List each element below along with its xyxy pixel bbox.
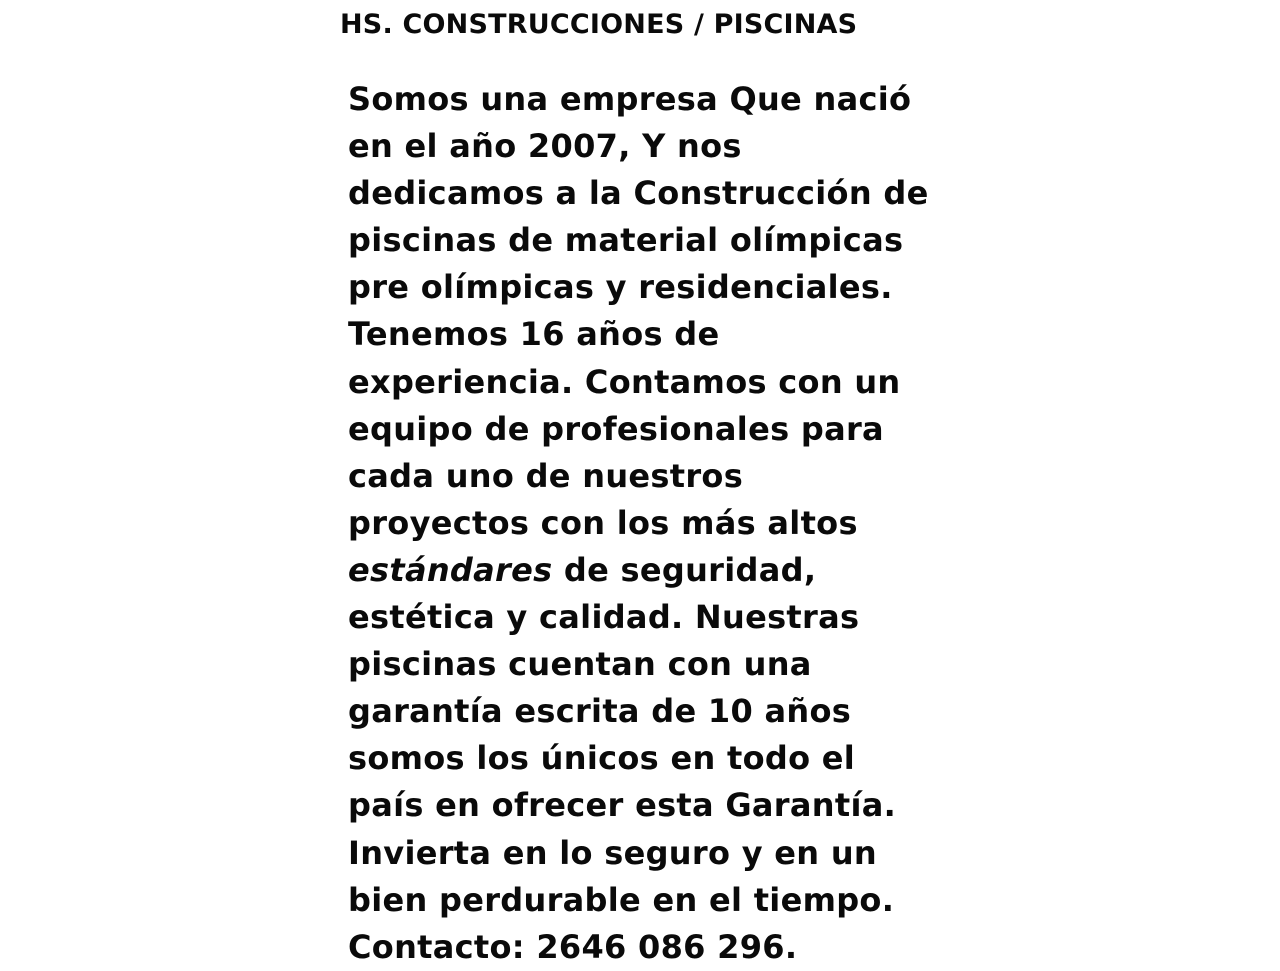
text-fragment: de seguridad,	[552, 550, 817, 589]
text-line: Somos una empresa Que nació	[348, 80, 912, 118]
text-line: Tenemos 16 años de	[348, 315, 720, 354]
text-line: pre olímpicas y residenciales.	[348, 268, 893, 307]
text-line: piscinas cuentan con una	[348, 645, 812, 684]
text-line: en el año 2007, Y nos	[348, 127, 742, 166]
text-line: Invierta en lo seguro y en un	[348, 833, 877, 872]
text-line: cada uno de nuestros	[348, 456, 744, 495]
text-line: piscinas de material olímpicas	[348, 221, 904, 260]
page-title: HS. CONSTRUCCIONES / PISCINAS	[340, 9, 858, 40]
text-line	[348, 547, 968, 594]
text-line: somos los únicos en todo el	[348, 739, 856, 778]
text-line: equipo de profesionales para	[348, 409, 884, 448]
text-line: estética y calidad. Nuestras	[348, 598, 860, 637]
text-line: proyectos con los más altos	[348, 503, 858, 542]
text-line: garantía escrita de 10 años	[348, 692, 852, 731]
contact-line: Contacto: 2646 086 296.	[348, 927, 798, 966]
text-line: bien perdurable en el tiempo.	[348, 880, 895, 919]
description-text	[348, 76, 968, 971]
text-line: dedicamos a la Construcción de	[348, 174, 929, 213]
italic-term: estándares	[348, 550, 553, 589]
text-line: país en ofrecer esta Garantía.	[348, 786, 897, 825]
text-line: experiencia. Contamos con un	[348, 362, 901, 401]
